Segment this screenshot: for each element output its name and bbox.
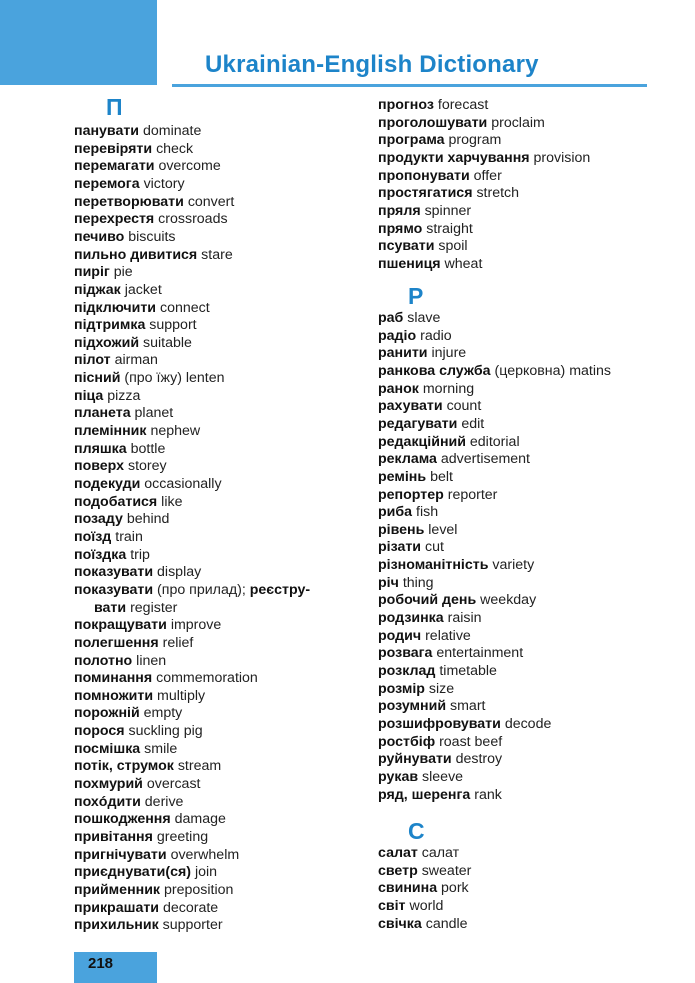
dictionary-entry — [74, 158, 221, 176]
headword: різноманітність — [378, 557, 489, 574]
headword: прогноз — [378, 97, 434, 113]
dictionary-entry — [378, 416, 484, 434]
dictionary-entry — [378, 203, 471, 221]
dictionary-entry — [378, 575, 434, 593]
headword: раб — [378, 310, 404, 326]
translation: level — [428, 521, 458, 538]
translation: wheat — [444, 255, 483, 272]
section-letter-r: Р — [408, 283, 424, 309]
translation: (церковна) matins — [494, 362, 611, 379]
dictionary-entry — [74, 264, 133, 282]
headword: свічка — [378, 915, 422, 932]
headword: ранок — [378, 380, 419, 397]
dictionary-entry — [378, 698, 485, 716]
headword: пляшка — [74, 440, 127, 457]
headword: подобатися — [74, 493, 158, 510]
headword: перехрестя — [74, 211, 155, 228]
headword: розумний — [378, 698, 447, 715]
dictionary-entry — [74, 458, 167, 476]
headword: розшифровувати — [378, 715, 501, 732]
translation: storey — [127, 458, 167, 475]
headword: перетворювати — [74, 193, 184, 210]
dictionary-entry — [74, 670, 258, 688]
translation: decode — [504, 715, 552, 732]
headword: підхожий — [74, 334, 140, 351]
translation: fish — [416, 504, 439, 521]
dictionary-entry — [74, 317, 197, 335]
translation: (про їжу) lenten — [124, 370, 225, 387]
headword: пошкодження — [74, 811, 171, 828]
dictionary-entry — [378, 845, 459, 863]
dictionary-entry — [74, 282, 162, 300]
dictionary-entry — [378, 645, 523, 663]
headword: рукав — [378, 768, 419, 785]
dictionary-entry — [74, 723, 203, 741]
translation: belt — [430, 468, 453, 485]
dictionary-entry — [378, 539, 444, 557]
dictionary-entry — [378, 787, 502, 805]
dictionary-entry — [378, 898, 443, 916]
headword: проголошувати — [378, 114, 488, 131]
dictionary-entry — [74, 776, 200, 794]
headword: продукти харчування — [378, 149, 530, 166]
headword: поминання — [74, 670, 153, 687]
dictionary-entry — [378, 434, 520, 452]
dictionary-entry — [74, 247, 233, 265]
translation: morning — [422, 380, 475, 397]
translation: size — [428, 680, 455, 697]
dictionary-entry — [378, 916, 468, 934]
headword: ранкова служба — [378, 362, 491, 379]
headword: потік, струмок — [74, 758, 174, 775]
translation: biscuits — [128, 228, 176, 245]
headword: родич — [378, 627, 422, 644]
headword: пиріг — [74, 264, 110, 281]
headword: свинина — [378, 880, 438, 897]
page-number-box — [74, 952, 157, 983]
headword: подекуди — [74, 476, 141, 492]
translation: connect — [159, 299, 210, 316]
translation: convert — [187, 193, 235, 210]
translation: editorial — [469, 433, 520, 450]
headword: робочий день — [378, 592, 477, 609]
translation: like — [161, 493, 183, 510]
translation: stare — [201, 246, 233, 263]
dictionary-entry — [378, 132, 501, 150]
dictionary-entry — [378, 168, 502, 186]
headword: редагувати — [378, 415, 458, 432]
translation: thing — [402, 574, 434, 591]
corner-accent-block — [0, 0, 157, 85]
headword: підключити — [74, 299, 157, 316]
translation: injure — [431, 345, 467, 362]
dictionary-entry — [378, 504, 438, 522]
dictionary-entry — [74, 635, 193, 653]
headword: перемога — [74, 175, 140, 192]
dictionary-entry — [378, 487, 497, 505]
headword: простягатися — [378, 185, 473, 202]
headword: пряля — [378, 202, 421, 219]
title-underline — [172, 84, 647, 87]
translation: display — [157, 564, 202, 581]
headword: печиво — [74, 228, 125, 245]
translation: provision — [533, 149, 591, 166]
dictionary-entry — [74, 476, 222, 494]
headword: ряд, шеренга — [378, 786, 471, 803]
translation: roast beef — [439, 733, 503, 750]
page-title: Ukrainian-English Dictionary — [205, 51, 539, 78]
dictionary-entry — [74, 176, 185, 194]
dictionary-entry — [74, 511, 169, 529]
translation: pork — [441, 880, 469, 897]
translation: jacket — [124, 281, 162, 298]
headword: перевіряти — [74, 140, 153, 157]
translation: crossroads — [158, 211, 228, 228]
headword: вати — [94, 599, 127, 616]
dictionary-entry — [378, 592, 536, 610]
headword: псувати — [378, 238, 435, 255]
dictionary-entry — [378, 751, 502, 769]
headword: редакційний — [378, 433, 466, 450]
dictionary-entry — [378, 610, 482, 628]
headword: родзинка — [378, 610, 444, 627]
translation: trip — [130, 546, 150, 563]
dictionary-entry — [378, 363, 611, 381]
translation: proclaim — [491, 114, 545, 131]
translation: commemoration — [156, 670, 258, 687]
dictionary-entry — [74, 864, 217, 882]
translation: register — [130, 599, 178, 616]
headword: руйнувати — [378, 751, 452, 768]
dictionary-entry — [378, 150, 590, 168]
headword: полегшення — [74, 634, 159, 651]
headword: річ — [378, 574, 399, 591]
headword: ростбіф — [378, 733, 436, 750]
dictionary-entry — [378, 769, 463, 787]
translation: join — [194, 864, 218, 881]
headword: рахувати — [378, 398, 443, 415]
translation: overcast — [146, 776, 201, 793]
dictionary-entry — [74, 847, 239, 865]
dictionary-entry — [378, 663, 497, 681]
dictionary-entry — [74, 405, 173, 423]
dictionary-entry — [74, 653, 166, 671]
dictionary-entry — [74, 900, 218, 918]
dictionary-entry — [74, 229, 176, 247]
translation: improve — [170, 617, 222, 634]
translation: suckling pig — [128, 723, 203, 740]
headword: показувати — [74, 564, 154, 581]
dictionary-entry — [378, 97, 488, 115]
headword: піджак — [74, 281, 121, 298]
translation: radio — [420, 327, 452, 344]
headword: розмір — [378, 680, 425, 697]
translation: occasionally — [144, 476, 222, 492]
dictionary-entry — [74, 423, 200, 441]
headword: підтримка — [74, 317, 146, 334]
headword: пригнічувати — [74, 846, 167, 863]
translation: overwhelm — [170, 846, 240, 863]
translation: supporter — [162, 917, 223, 934]
dictionary-entry — [378, 185, 519, 203]
dictionary-entry — [74, 758, 221, 776]
translation: count — [446, 398, 482, 415]
dictionary-entry — [378, 716, 551, 734]
headword: приєднувати(ся) — [74, 864, 191, 881]
dictionary-entry — [74, 547, 150, 565]
headword: похмурий — [74, 776, 143, 793]
section-letter-s: С — [408, 818, 425, 844]
translation: slave — [407, 310, 441, 326]
headword: пісний — [74, 370, 121, 387]
dictionary-entry — [74, 300, 210, 318]
headword: порожній — [74, 705, 140, 722]
translation: planet — [134, 405, 174, 422]
translation: sweater — [421, 862, 472, 879]
headword: пілот — [74, 352, 111, 369]
translation: candle — [425, 915, 468, 932]
translation: behind — [126, 511, 170, 528]
dictionary-entry — [74, 370, 225, 388]
translation: rank — [474, 786, 502, 803]
dictionary-entry — [74, 600, 177, 618]
headword: риба — [378, 504, 413, 521]
translation: advertisement — [440, 451, 530, 468]
translation: stream — [177, 758, 222, 775]
translation: variety — [492, 557, 535, 574]
translation: forecast — [437, 97, 489, 113]
translation: overcome — [158, 158, 221, 175]
headword: племінник — [74, 423, 147, 440]
translation: linen — [136, 652, 167, 669]
dictionary-entry — [378, 469, 453, 487]
dictionary-entry — [378, 256, 482, 274]
dictionary-entry — [74, 882, 233, 900]
translation: bottle — [130, 440, 166, 457]
headword: репортер — [378, 486, 444, 503]
translation: decorate — [162, 899, 219, 916]
translation: pie — [113, 264, 133, 281]
dictionary-entry — [378, 628, 471, 646]
dictionary-entry — [378, 734, 502, 752]
headword: пропонувати — [378, 167, 470, 184]
dictionary-entry — [378, 328, 452, 346]
headword: порося — [74, 723, 125, 740]
headword: помножити — [74, 687, 154, 704]
dictionary-entry — [378, 557, 534, 575]
translation: pizza — [107, 387, 141, 404]
dictionary-entry — [74, 829, 208, 847]
translation: victory — [143, 175, 185, 192]
headword: реклама — [378, 451, 437, 468]
translation: cut — [425, 539, 444, 556]
translation: support — [149, 317, 197, 334]
headword: програма — [378, 132, 445, 149]
headword: прикрашати — [74, 899, 160, 916]
translation: (про прилад); — [157, 581, 246, 598]
dictionary-entry — [74, 441, 165, 459]
translation: weekday — [480, 592, 537, 609]
headword: прийменник — [74, 881, 161, 898]
translation: sleeve — [422, 768, 464, 785]
headword: пшениця — [378, 255, 441, 272]
headword: планета — [74, 405, 131, 422]
dictionary-entry — [378, 115, 545, 133]
headword: показувати — [74, 581, 154, 598]
headword: поверх — [74, 458, 125, 475]
dictionary-entry — [74, 194, 234, 212]
headword: рівень — [378, 521, 425, 538]
headword: светр — [378, 862, 418, 879]
translation: suitable — [143, 334, 192, 351]
dictionary-entry — [378, 221, 473, 239]
headword: різати — [378, 539, 422, 556]
translation: damage — [174, 811, 226, 828]
headword: салат — [378, 845, 418, 861]
dictionary-entry — [74, 582, 310, 600]
translation: stretch — [476, 185, 520, 202]
translation: edit — [461, 415, 485, 432]
dictionary-entry — [378, 451, 530, 469]
translation: world — [409, 897, 444, 914]
translation: smile — [144, 740, 178, 757]
dictionary-entry — [74, 741, 177, 759]
headword: ранити — [378, 345, 428, 362]
translation: preposition — [163, 881, 234, 898]
headword: поїзд — [74, 528, 112, 545]
translation: spoil — [438, 238, 468, 255]
dictionary-entry — [74, 388, 140, 406]
headword: похóдити — [74, 793, 141, 810]
headword: піца — [74, 387, 104, 404]
section-letter-p: П — [106, 94, 123, 120]
dictionary-entry — [74, 811, 226, 829]
dictionary-entry — [378, 522, 457, 540]
headword: прямо — [378, 220, 423, 237]
translation: nephew — [150, 423, 201, 440]
translation: check — [156, 140, 194, 157]
dictionary-entry — [74, 494, 182, 512]
translation: reporter — [447, 486, 498, 503]
translation: offer — [473, 167, 502, 184]
translation: derive — [144, 793, 184, 810]
headword: покращувати — [74, 617, 167, 634]
translation: empty — [143, 705, 183, 722]
headword: ремінь — [378, 468, 427, 485]
translation: train — [115, 528, 143, 545]
dictionary-entry — [74, 617, 221, 635]
translation: greeting — [156, 829, 209, 845]
headword: реєстру- — [249, 581, 311, 598]
dictionary-entry — [74, 352, 158, 370]
translation: straight — [426, 220, 473, 237]
headword: радіо — [378, 327, 417, 344]
dictionary-entry — [378, 345, 466, 363]
dictionary-entry — [74, 917, 223, 935]
dictionary-entry — [74, 123, 201, 141]
dictionary-entry — [74, 794, 183, 812]
dictionary-entry — [74, 141, 193, 159]
translation: relative — [425, 627, 471, 644]
headword: світ — [378, 897, 406, 914]
headword: розклад — [378, 663, 436, 679]
headword: посмішка — [74, 740, 141, 757]
dictionary-entry — [378, 381, 474, 399]
headword: пильно дивитися — [74, 246, 198, 263]
headword: поїздка — [74, 546, 127, 563]
translation: салат — [421, 845, 460, 861]
dictionary-entry — [378, 238, 468, 256]
dictionary-entry — [378, 863, 471, 881]
headword: привітання — [74, 829, 153, 845]
translation: destroy — [455, 751, 503, 768]
headword: позаду — [74, 511, 123, 528]
translation: smart — [450, 698, 486, 715]
translation: program — [448, 132, 502, 149]
translation: timetable — [439, 663, 497, 679]
translation: entertainment — [436, 645, 524, 662]
dictionary-entry — [378, 398, 481, 416]
headword: прихильник — [74, 917, 159, 934]
headword: перемагати — [74, 158, 155, 175]
dictionary-entry — [378, 880, 469, 898]
dictionary-entry — [378, 310, 440, 328]
translation: airman — [114, 352, 158, 369]
dictionary-entry — [74, 564, 201, 582]
dictionary-entry — [74, 529, 143, 547]
page-number: 218 — [88, 955, 114, 972]
dictionary-entry — [74, 688, 205, 706]
headword: розвага — [378, 645, 433, 662]
translation: spinner — [424, 202, 472, 219]
headword: полотно — [74, 652, 133, 669]
translation: raisin — [447, 610, 482, 627]
translation: dominate — [142, 123, 202, 139]
translation: multiply — [157, 687, 206, 704]
dictionary-entry — [74, 211, 228, 229]
translation: relief — [162, 634, 194, 651]
headword: панувати — [74, 123, 140, 139]
dictionary-entry — [74, 335, 192, 353]
dictionary-entry — [74, 705, 182, 723]
dictionary-entry — [378, 681, 454, 699]
